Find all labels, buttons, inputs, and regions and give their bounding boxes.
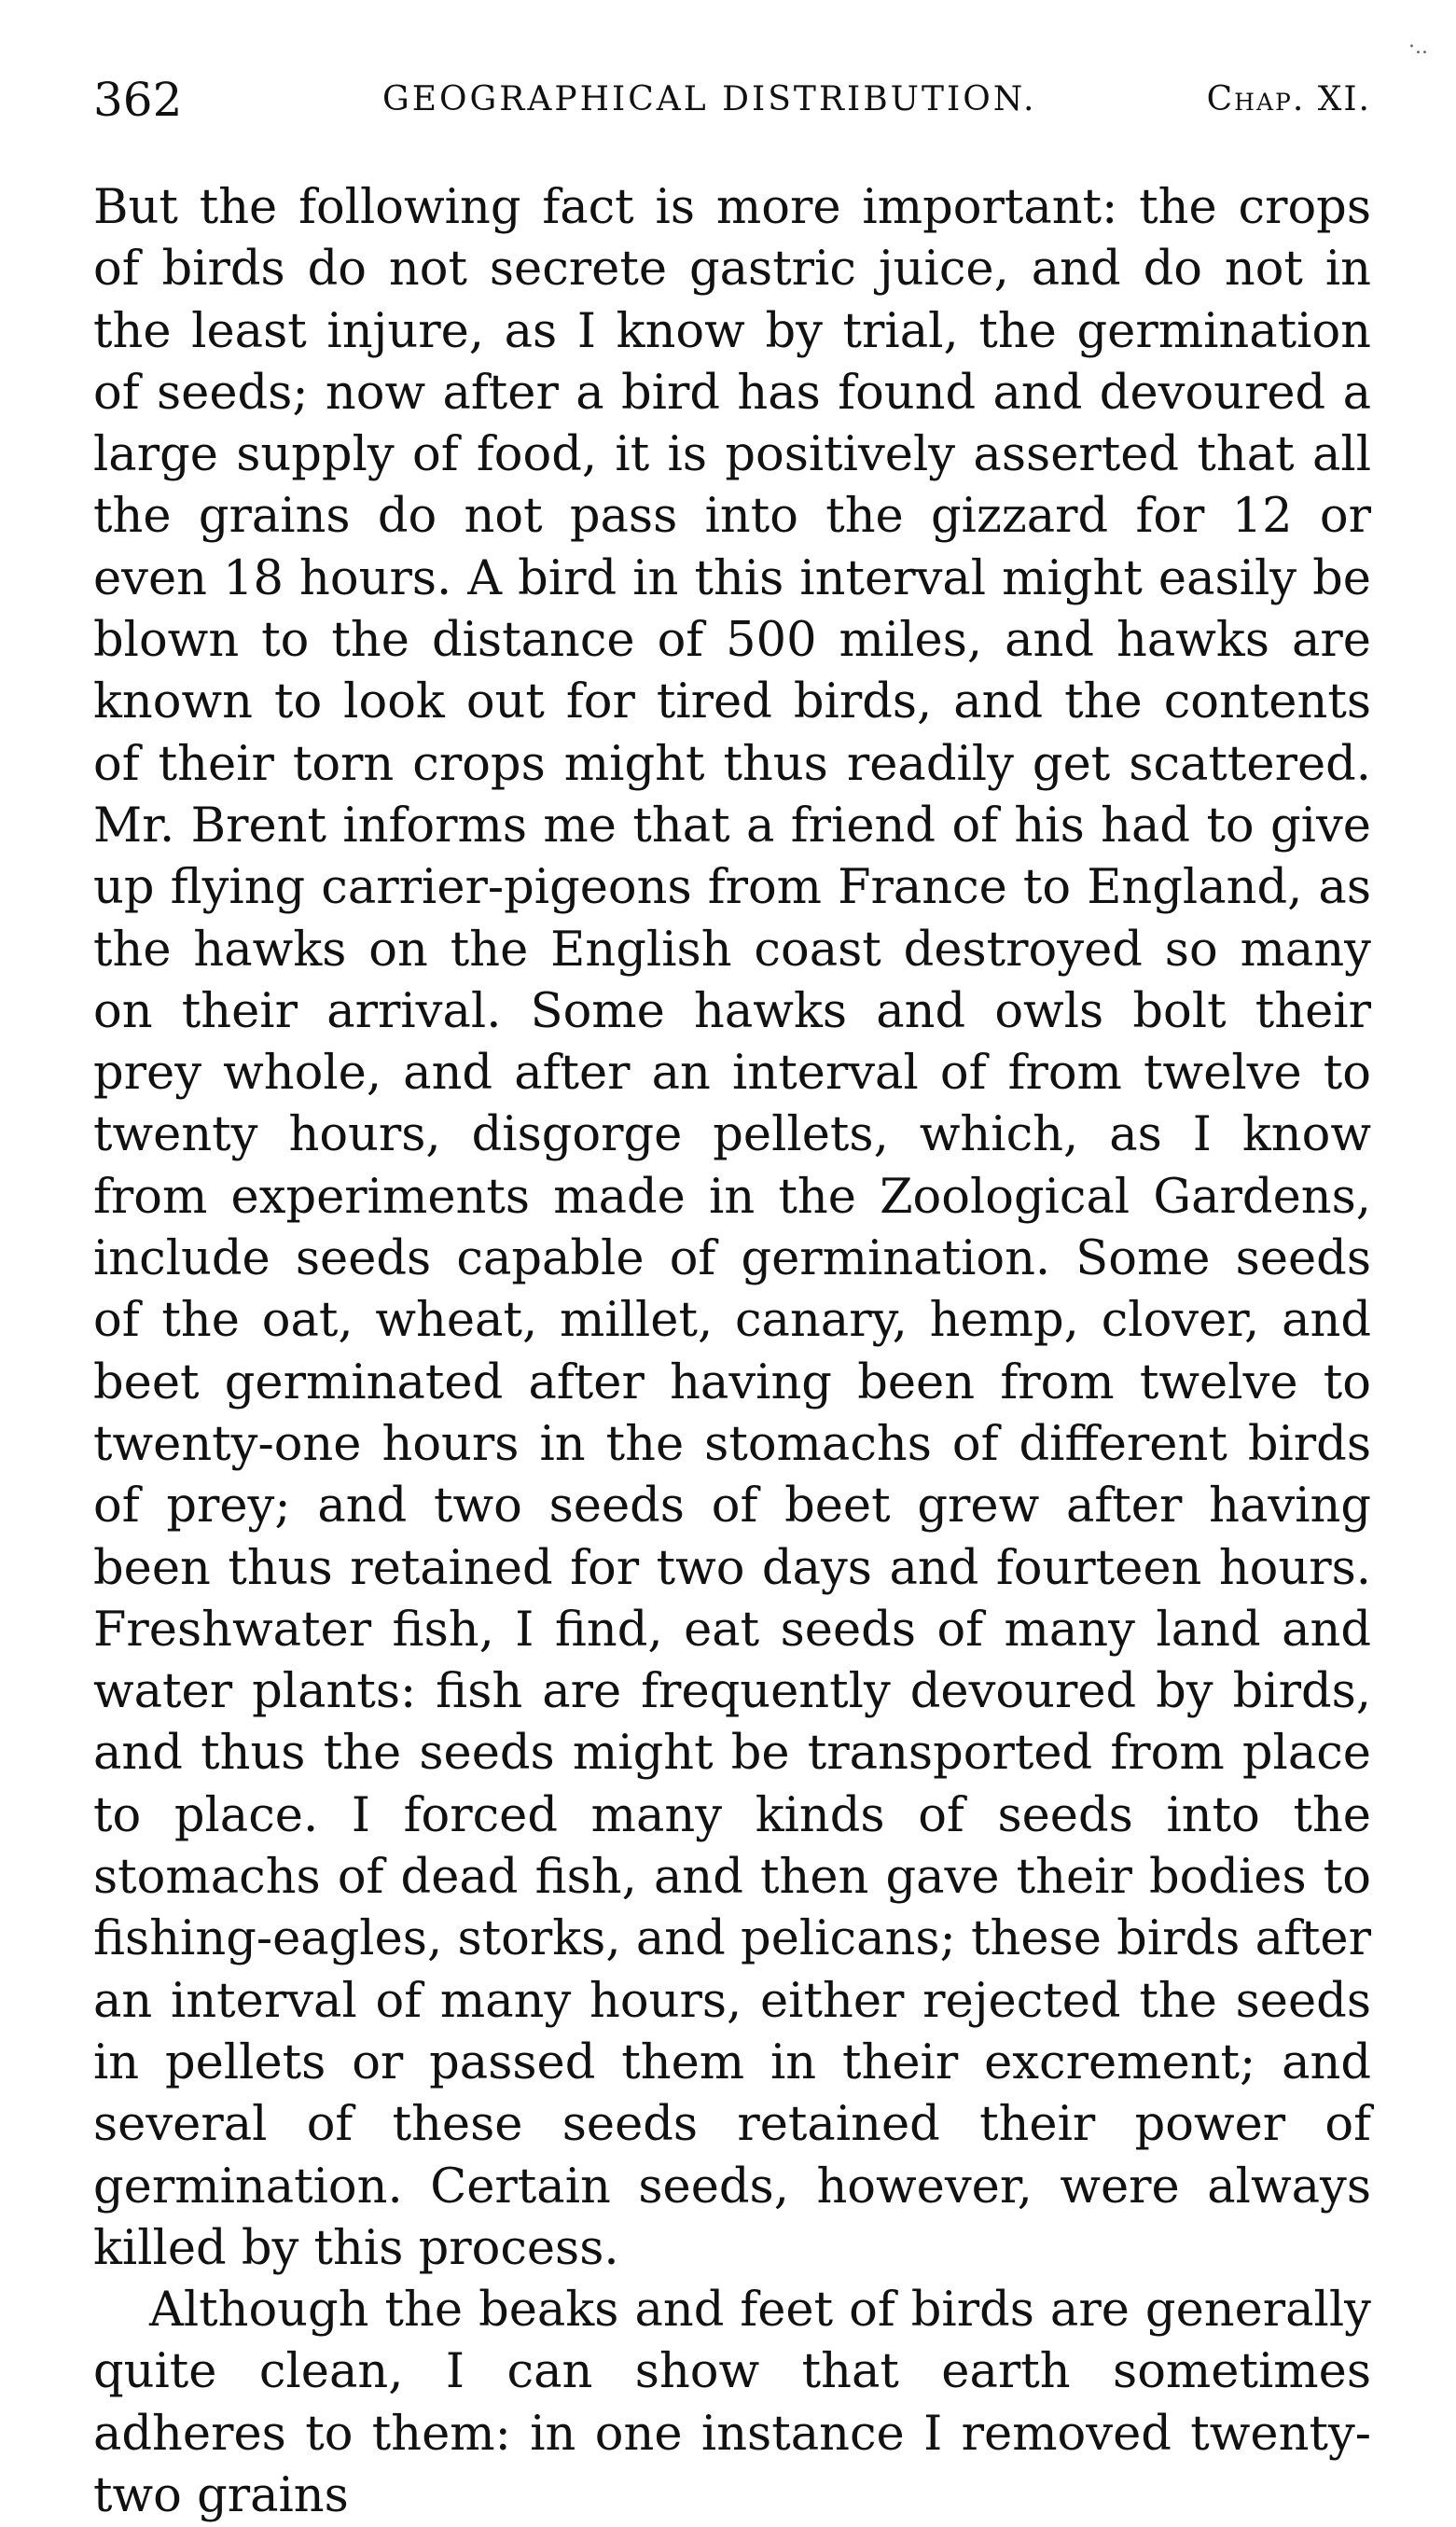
running-head: [93, 67, 1371, 132]
page-number: 362: [93, 73, 183, 127]
body-text: [93, 177, 1371, 2527]
chapter-title: GEOGRAPHICAL DISTRIBUTION.: [382, 80, 1037, 118]
corner-mark: ·..: [1408, 35, 1428, 59]
paragraph-continued: But the following fact is more important: the crops of birds do not secrete gastric juice, and do not in the least injure, as I know by trial, the germination of seeds; now after a bird has found and devoured a large supply of food, it is positively asserted that all the grains do not pass into the gizzard for 12 or even 18 hours. A bird in this interval might easily be blown to the distance of 500 miles, and hawks are known to look out for tired birds, and the contents of their torn crops might thus readily get scattered. Mr. Brent informs me that a friend of his had to give up flying carrier-pigeons from France to England, as the hawks on the English coast destroyed so many on their arrival. Some hawks and owls bolt their prey whole, and after an interval of from twelve to twenty hours, disgorge pellets, which, as I know from experiments made in the Zoological Gardens, include seeds capable of germination. Some seeds of the oat, wheat, millet, canary, hemp, clover, and beet germinated after having been from twelve to twenty-one hours in the stomachs of different birds of prey; and two seeds of beet grew after having been thus retained for two days and fourteen hours. Freshwater fish, I find, eat seeds of many land and water plants: fish are frequently devoured by birds, and thus the seeds might be transported from place to place. I forced many kinds of seeds into the stomachs of dead fish, and then gave their bodies to fishing-eagles, storks, and pelicans; these birds after an interval of many hours, either rejected the seeds in pellets or passed them in their excrement; and several of these seeds retained their power of germination. Certain seeds, however, were always killed by this process.: [93, 180, 1371, 2276]
paragraph-beaks-and-feet: Although the beaks and feet of birds are generally quite clean, I can show that earth sometimes adheres to them: in one instance I removed twenty-two grains: [93, 2283, 1371, 2523]
chapter-reference: Chap. XI.: [1206, 80, 1371, 118]
